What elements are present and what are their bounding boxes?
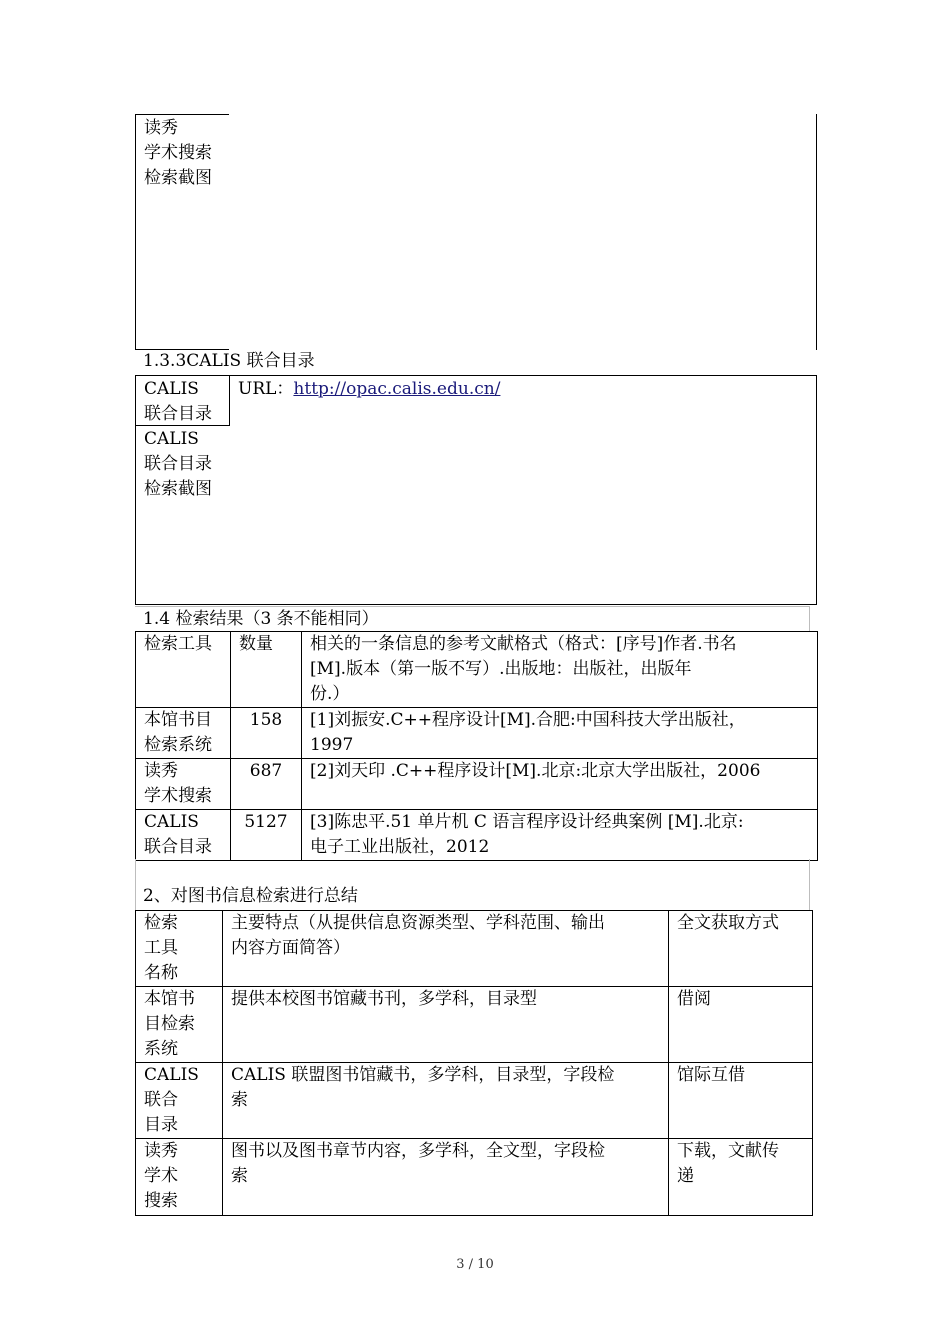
calis-url-link[interactable]: http://opac.calis.edu.cn/: [293, 379, 501, 399]
row-access: 馆际互借: [669, 1063, 813, 1139]
section-133-heading: 1.3.3CALIS 联合目录: [143, 351, 315, 371]
table-row: [136, 810, 818, 861]
section-2-faint-left: [135, 859, 136, 911]
row-tool-name: CALIS 联合 目录: [136, 1063, 223, 1139]
row-tool: 本馆书目 检索系统: [136, 708, 231, 759]
calis-box-bottom: [135, 604, 817, 605]
row-reference: [1]刘振安.C++程序设计[M].合肥:中国科技大学出版社， 1997: [302, 708, 818, 759]
header-tool-name: 检索 工具 名称: [136, 911, 223, 987]
table-row: [136, 1063, 813, 1139]
calis-screenshot-label: CALIS 联合目录 检索截图: [144, 429, 212, 499]
table-row: [136, 987, 813, 1063]
table-row: [136, 759, 818, 810]
calis-box-right: [816, 375, 817, 605]
row-tool: CALIS 联合目录: [136, 810, 231, 861]
table-header-row: [136, 911, 813, 987]
header-ref-format: 相关的一条信息的参考文献格式（格式：[序号]作者.书名 [M].版本（第一版不写）.出版地：出版社，出版年 份.）: [302, 632, 818, 708]
section-2-faint-right: [809, 859, 810, 911]
row-reference: [2]刘天印 .C++程序设计[M].北京:北京大学出版社，2006: [302, 759, 818, 810]
calis-label: CALIS 联合目录: [144, 379, 212, 424]
summary-table: [135, 910, 813, 1216]
header-main-features: 主要特点（从提供信息资源类型、学科范围、输出 内容方面简答）: [223, 911, 669, 987]
box1-right-border: [816, 114, 817, 350]
box1-left-border: [135, 114, 136, 350]
table-header-row: [136, 632, 818, 708]
row-access: 下载，文献传 递: [669, 1139, 813, 1216]
calis-box-left: [135, 375, 136, 605]
table-row: [136, 708, 818, 759]
header-count: 数量: [231, 632, 302, 708]
calis-url-line: [238, 377, 500, 402]
url-prefix: URL：: [238, 379, 294, 399]
section-14-faint-right: [809, 606, 810, 632]
row-tool-name: 读秀 学术 搜索: [136, 1139, 223, 1216]
section-14-heading: 1.4 检索结果（3 条不能相同）: [143, 609, 379, 629]
row-features: 图书以及图书章节内容，多学科，全文型，字段检 索: [223, 1139, 669, 1216]
row-access: 借阅: [669, 987, 813, 1063]
calis-label-divider-v: [229, 375, 230, 425]
row-reference: [3]陈忠平.51 单片机 C 语言程序设计经典案例 [M].北京: 电子工业出版社，2012: [302, 810, 818, 861]
search-results-table: [135, 631, 818, 861]
row-count: 5127: [231, 810, 302, 861]
header-full-text-access: 全文获取方式: [669, 911, 813, 987]
calis-box-top: [135, 375, 817, 376]
row-features: 提供本校图书馆藏书刊，多学科，目录型: [223, 987, 669, 1063]
row-count: 687: [231, 759, 302, 810]
page-number: 3 / 10: [456, 1257, 494, 1272]
duxiu-screenshot-label: 读秀 学术搜索 检索截图: [144, 118, 212, 188]
row-features: CALIS 联盟图书馆藏书，多学科，目录型，字段检 索: [223, 1063, 669, 1139]
header-tool: 检索工具: [136, 632, 231, 708]
row-tool: 读秀 学术搜索: [136, 759, 231, 810]
table-row: [136, 1139, 813, 1216]
row-tool-name: 本馆书 目检索 系统: [136, 987, 223, 1063]
section-2-heading: 2、对图书信息检索进行总结: [143, 886, 358, 906]
row-count: 158: [231, 708, 302, 759]
box1-top-border: [135, 114, 229, 115]
